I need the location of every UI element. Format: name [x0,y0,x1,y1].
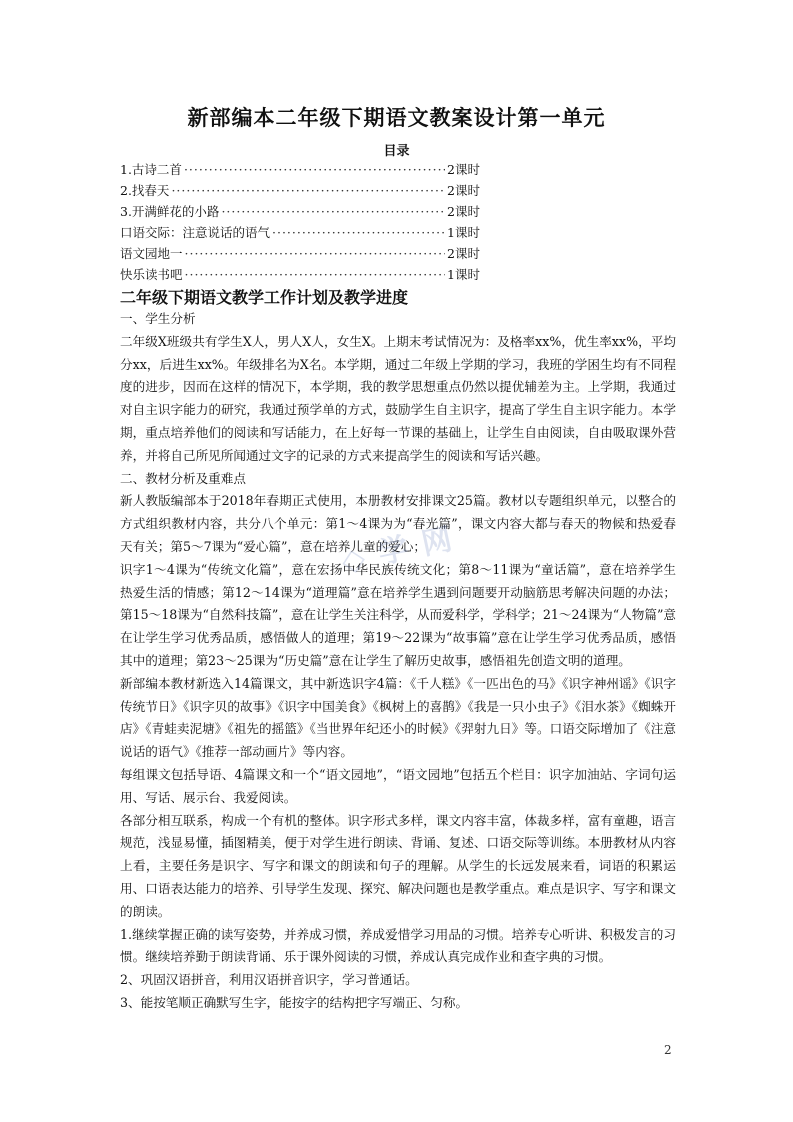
paragraph: 各部分相互联系，构成一个有机的整体。识字形式多样，课文内容丰富，体裁多样，富有童趣，语言规范，浅显易懂，插图精美，便于对学生进行朗读、背诵、复述、口语交际等训练。本册教材从内容上看，主要任务是识字、写字和课文的朗读和句子的理解。从学生的长远发展来看，词语的积累运用、口语表达能力的培养、引导学生发现、探究、解决问题也是教学重点。难点是识字、写字和课文的朗读。 [120,812,676,919]
paragraph: 每组课文包括导语、4篇课文和一个“语文园地”，“语文园地”包括五个栏目：识字加油站、字词句运用、写话、展示台、我爱阅读。 [120,766,676,805]
paragraph: 新部编本教材新选入14篇课文，其中新选识字4篇：《千人糕》《一匹出色的马》《识字神州谣》《识字传统节日》《识字贝的故事》《识字中国美食》《枫树上的喜鹊》《我是一只小虫子》《泪水茶》《蜘蛛开店》《青蛙卖泥塘》《祖先的摇篮》《当世界年纪还小的时候》《羿射九日》等。口语交际增加了《注意说话的语气》《推荐一部动画片》等内容。 [120,675,676,760]
toc-leader-dots [221,204,445,219]
toc-entry[interactable] [120,181,480,202]
toc-entry-hours: 1课时 [447,225,480,240]
toc-entry-hours: 2课时 [447,204,480,219]
toc-entry-label: 快乐读书吧 [120,267,183,282]
subheading-textbook-analysis: 二、教材分析及重难点 [120,470,246,486]
toc-leader-dots [184,162,445,177]
toc-entry[interactable] [120,223,480,244]
toc-leader-dots [171,183,445,198]
paragraph: 新人教版编部本于2018年春期正式使用，本册教材安排课文25篇。教材以专题组织单元，以整合的方式组织教材内容，共分八个单元：第1～4课为为“春光篇”，课文内容大都与春天的物候和热爱春天有关；第5～7课为“爱心篇”，意在培养儿童的爱心； [120,493,676,554]
watermark-logo: ◇ 学 网 [338,521,458,580]
subheading-student-analysis: 一、学生分析 [120,311,196,326]
document-body [120,308,676,1015]
toc-entry[interactable] [120,160,480,181]
paragraph: 1.继续掌握正确的读写姿势，并养成习惯，养成爱惜学习用品的习惯。培养专心听讲、积极发言的习惯。继续培养勤于朗读背诵、乐于课外阅读的习惯，养成认真完成作业和查字典的习惯。 [120,926,676,965]
paragraph: 2、巩固汉语拼音，利用汉语拼音识字，学习普通话。 [120,972,418,988]
page-number: 2 [664,1043,672,1057]
toc-entry-label: 口语交际：注意说话的语气 [120,225,271,240]
toc-entry-label: 语文园地一 [120,246,183,261]
toc-entry-label: 3.开满鲜花的小路 [120,204,220,219]
toc-entry-hours: 1课时 [447,267,480,282]
toc-entry-hours: 2课时 [447,183,480,198]
toc-entry-label: 2.找春天 [120,183,170,198]
table-of-contents [120,160,480,286]
toc-entry[interactable] [120,244,480,265]
toc-heading: 目录 [383,144,410,159]
toc-leader-dots [185,246,446,261]
paragraph: 3、能按笔顺正确默写生字，能按字的结构把字写端正、匀称。 [120,994,469,1010]
section-title: 二年级下期语文教学工作计划及教学进度 [120,288,409,307]
toc-leader-dots [185,267,446,282]
toc-entry[interactable] [120,202,480,223]
toc-entry-hours: 2课时 [447,246,480,261]
toc-entry-hours: 2课时 [447,162,480,177]
document-title: 新部编本二年级下期语文教案设计第一单元 [187,105,606,130]
toc-entry[interactable] [120,265,480,286]
toc-leader-dots [272,225,445,240]
paragraph: 识字1～4课为“传统文化篇”，意在宏扬中华民族传统文化；第8～11课为“童话篇”，意在培养学生热爱生活的情感；第12～14课为“道理篇”意在培养学生遇到问题要开动脑筋思考解决问题的办法；第15～18课为“自然科技篇”，意在让学生关注科学，从而爱科学，学科学；21～24课为“人物篇”意在让学生学习优秀品质，感悟做人的道理；第19～22课为“故事篇”意在让学生学习优秀品质，感悟其中的道理；第23～25课为“历史篇”意在让学生了解历史故事，感悟祖先创造文明的道理。 [120,561,676,668]
paragraph: 二年级X班级共有学生X人，男人X人，女生X。上期末考试情况为：及格率xx%，优生率xx%，平均分xx，后进生xx%。年级排名为X名。本学期，通过二年级上学期的学习，我班的学困生均有不同程度的进步，因而在这样的情况下，本学期，我的教学思想重点仍然以提优辅差为主。上学期，我通过对自主识字能力的研究，我通过预学单的方式，鼓励学生自主识字，提高了学生自主识字能力。本学期，重点培养他们的阅读和写话能力，在上好每一节课的基础上，让学生自由阅读，自由吸取课外营养，并将自己所见所闻通过文字的记录的方式来提高学生的阅读和写话兴趣。 [120,333,676,463]
toc-entry-label: 1.古诗二首 [120,162,182,177]
